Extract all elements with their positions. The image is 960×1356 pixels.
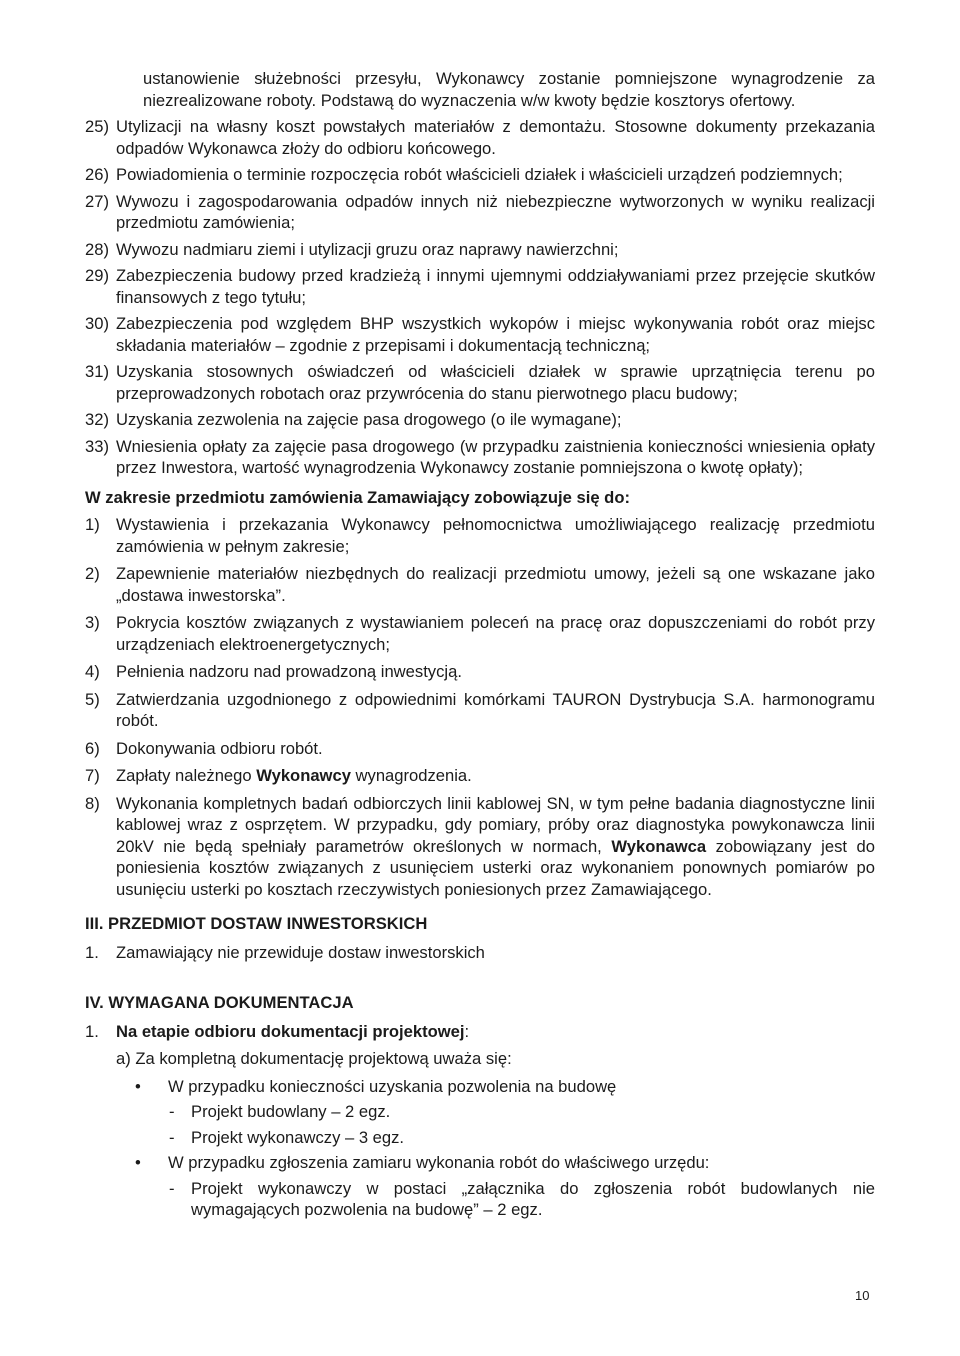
list-item [85,514,875,557]
item-text: Zatwierdzania uzgodnionego z odpowiednimi komórkami TAURON Dystrybucja S.A. harmonogramu robót. [116,689,875,730]
item-text: Utylizacji na własny koszt powstałych materiałów z demontażu. Stosowne dokumenty przekazania odpadów Wykonawca złoży do odbioru końcowego. [116,117,875,158]
employer-obligations-list [85,514,875,900]
item-number: 6) [85,738,100,758]
dash-icon: - [169,1178,175,1198]
list-item [85,738,875,760]
item-text: Wystawienia i przekazania Wykonawcy pełnomocnictwa umożliwiającego realizację przedmiotu zamówienia w pełnym zakresie; [116,515,875,556]
list-item [85,239,875,261]
item-text: Zabezpieczenia budowy przed kradzieżą i innymi ujemnymi oddziaływaniami przez przejęcie skutków finansowych z tego tytułu; [116,266,875,307]
item-number: 27) [85,191,109,211]
list-item [85,191,875,234]
list-item [85,265,875,308]
item-text-bold: Wykonawca [611,836,707,856]
bullet-icon: • [135,1076,141,1096]
bullet-item [85,1152,875,1174]
section-heading-employer: W zakresie przedmiotu zamówienia Zamawiający zobowiązuje się do: [85,487,630,507]
item-number: 32) [85,410,109,429]
item-text: Powiadomienia o terminie rozpoczęcia robót właścicieli działek i właścicieli urządzeń podziemnych; [116,165,843,184]
item-number: 7) [85,766,100,785]
dash-text: Projekt wykonawczy – 3 egz. [191,1127,405,1147]
item-number: 26) [85,165,109,184]
item-text-part: Wykonania kompletnych badań odbiorczych linii kablowej SN, w tym pełne badania diagnostyczne linii kablowej wraz z osprzętem. W przypadku, gdy pomiary, próby oraz diagnostyka powykonawcza linii 20kV nie będą spełniały parametrów określonych w normach, [116,793,875,856]
list-item [85,1021,875,1043]
item-text-part: Zapłaty należnego [116,766,257,785]
item-colon: : [464,1021,470,1041]
item-text [116,765,875,787]
section-title-4: IV. WYMAGANA DOKUMENTACJA [85,993,354,1012]
bullet-item [85,1076,875,1098]
item-text: Dokonywania odbioru robót. [116,738,323,758]
list-item [85,689,875,732]
contractor-obligations-list [85,116,875,479]
dash-item [85,1127,875,1149]
item-text: Wniesienia opłaty za zajęcie pasa drogowego (w przypadku zaistnienia konieczności wniesienia opłaty przez Inwestora, wartość wynagrodzenia Wykonawcy zostanie pomniejszona o kwotę opłaty); [116,436,875,477]
bullet-text: W przypadku zgłoszenia zamiaru wykonania robót do właściwego urzędu: [168,1153,710,1172]
dash-item [85,1101,875,1123]
list-item [85,313,875,356]
continued-paragraph: ustanowienie służebności przesyłu, Wykonawcy zostanie pomniejszone wynagrodzenie za niezrealizowane roboty. Podstawą do wyznaczenia w/w kwoty będzie kosztorys ofertowy. [143,69,875,110]
item-number: 8) [85,793,100,813]
item-number: 31) [85,362,109,381]
item-text: Wywozu nadmiaru ziemi i utylizacji gruzu oraz naprawy nawierzchni; [116,239,619,259]
list-item [85,765,875,787]
item-number: 25) [85,117,109,136]
item-text: Uzyskania stosownych oświadczeń od właścicieli działek w sprawie uprzątnięcia terenu po przeprowadzonych robotach oraz przywrócenia do stanu pierwotnego placu budowy; [116,362,875,403]
item-number: 1. [85,942,99,962]
list-item [85,563,875,606]
list-item [85,409,875,431]
item-text: Zapewnienie materiałów niezbędnych do realizacji przedmiotu umowy, jeżeli są one wskazane jako „dostawa inwestorska”. [116,564,875,605]
item-number: 30) [85,314,109,333]
list-item [85,436,875,479]
item-number: 33) [85,436,109,456]
item-number: 5) [85,689,100,709]
item-text: Pokrycia kosztów związanych z wystawianiem poleceń na pracę oraz dopuszczeniami do robót przy urządzeniach elektroenergetycznych; [116,613,875,654]
section-title-3: III. PRZEDMIOT DOSTAW INWESTORSKICH [85,914,428,933]
spacer [85,969,875,979]
item-number: 1. [85,1021,99,1041]
sub-item-a: a) Za kompletną dokumentację projektową uważa się: [116,1049,512,1068]
bullet-text: W przypadku konieczności uzyskania pozwolenia na budowę [168,1076,617,1096]
item-number: 2) [85,564,100,583]
document-page [85,68,875,1225]
list-item [85,164,875,186]
item-text [116,1021,875,1043]
dash-text: Projekt wykonawczy w postaci „załącznika do zgłoszenia robót budowlanych nie wymagających pozwolenia na budowę” – 2 egz. [191,1178,875,1219]
list-item [85,942,875,964]
item-text [116,793,875,901]
item-text: Uzyskania zezwolenia na zajęcie pasa drogowego (o ile wymagane); [116,410,622,429]
item-text: Pełnienia nadzoru nad prowadzoną inwestycją. [116,662,462,681]
item-number: 1) [85,515,100,534]
list-item [85,661,875,683]
item-number: 28) [85,239,109,259]
item-text-bold: Na etapie odbioru dokumentacji projektowej [116,1021,465,1041]
item-text-part: zobowiązany jest do poniesienia kosztów związanych z usunięciem usterki oraz wykonaniem ponownych pomiarów po usunięciu usterki po kosztach rzeczywistych poniesionych przez Zamawiającego. [116,836,876,899]
dash-icon: - [169,1102,175,1121]
bullet-icon: • [135,1153,141,1172]
item-number: 4) [85,662,100,681]
page-number: 10 [855,1288,870,1303]
list-item [85,116,875,159]
item-number: 3) [85,613,100,632]
item-text: Wywozu i zagospodarowania odpadów innych niż niebezpieczne wytworzonych w wyniku realizacji przedmiotu zamówienia; [116,191,875,232]
dash-icon: - [169,1127,175,1147]
item-text-bold: Wykonawcy [256,766,351,785]
item-text: Zabezpieczenia pod względem BHP wszystkich wykopów i miejsc wykonywania robót oraz miejsc składania materiałów – zgodnie z przepisami i dokumentacją techniczną; [116,314,875,355]
item-text: Zamawiający nie przewiduje dostaw inwestorskich [116,942,485,962]
dash-item [85,1178,875,1221]
list-item [85,612,875,655]
list-item [85,361,875,404]
dash-text: Projekt budowlany – 2 egz. [191,1102,391,1121]
list-item [85,793,875,901]
item-text-part: wynagrodzenia. [350,766,472,785]
item-number: 29) [85,266,109,285]
